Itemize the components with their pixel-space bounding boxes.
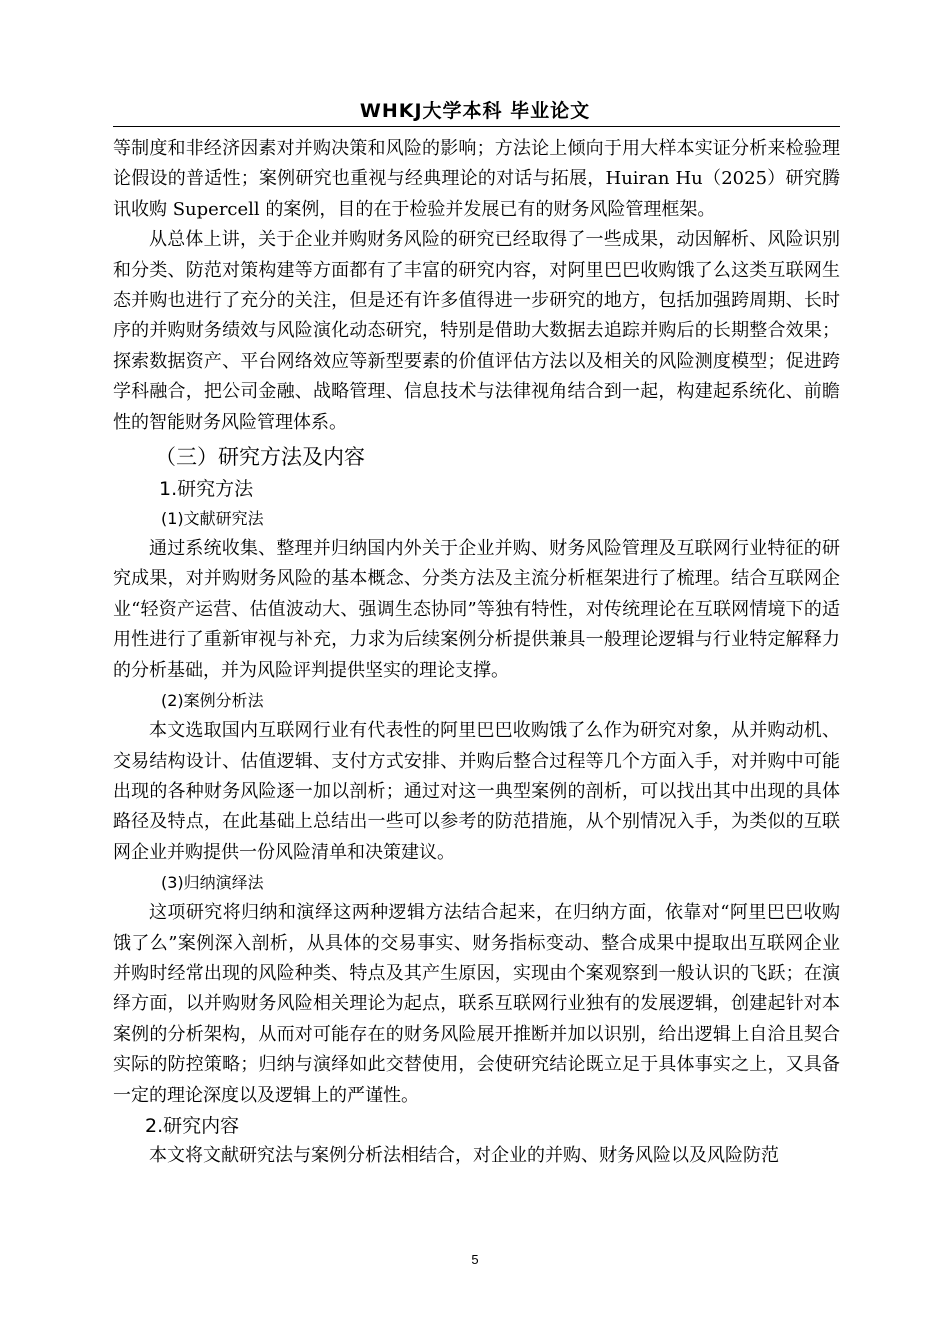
page-number: 5 <box>471 1252 479 1267</box>
case-method-heading: (2)案例分析法 <box>161 691 264 711</box>
methods-heading: 1.研究方法 <box>159 478 254 501</box>
header-rule <box>113 126 840 127</box>
induction-method-text: 这项研究将归纳和演绎这两种逻辑方法结合起来，在归纳方面，依靠对“阿里巴巴收购饿了么”案例深入剖析，从具体的交易事实、财务指标变动、整合成果中提取出互联网企业并购时经常出现的风险种类、特点及其产生原因，实现由个案观察到一般认识的飞跃；在演绎方面，以并购财务风险相关理论为起点，联系互联网行业独有的发展逻辑，创建起针对本案例的分析架构，从而对可能存在的财务风险展开推断并加以识别，给出逻辑上自洽且契合实际的防控策略；归纳与演绎如此交替使用，会使研究结论既立足于具体事实之上，又具备一定的理论深度以及逻辑上的严谨性。 <box>113 902 840 1106</box>
induction-method-heading: (3)归纳演绎法 <box>161 873 264 893</box>
literature-method-text: 通过系统收集、整理并归纳国内外关于企业并购、财务风险管理及互联网行业特征的研究成果，对并购财务风险的基本概念、分类方法及主流分析框架进行了梳理。结合互联网企业“轻资产运营、估值波动大、强调生态协同”等独有特性，对传统理论在互联网情境下的适用性进行了重新审视与补充，力求为后续案例分析提供兼具一般理论逻辑与行业特定解释力的分析基础，并为风险评判提供坚实的理论支撑。 <box>113 538 840 681</box>
content-text: 本文将文献研究法与案例分析法相结合，对企业的并购、财务风险以及风险防范 <box>149 1144 779 1166</box>
case-method-text: 本文选取国内互联网行业有代表性的阿里巴巴收购饿了么作为研究对象，从并购动机、交易结构设计、估值逻辑、支付方式安排、并购后整合过程等几个方面入手，对并购中可能出现的各种财务风险逐一加以剖析；通过对这一典型案例的剖析，可以找出其中出现的具体路径及特点，在此基础上总结出一些可以参考的防范措施，从个别情况入手，为类似的互联网企业并购提供一份风险清单和决策建议。 <box>113 720 840 863</box>
content-heading: 2.研究内容 <box>145 1114 240 1137</box>
section-heading: （三）研究方法及内容 <box>155 445 365 470</box>
page-header: WHKJ大学本科 毕业论文 <box>359 100 591 122</box>
paragraph-summary: 从总体上讲，关于企业并购财务风险的研究已经取得了一些成果，动因解析、风险识别和分类、防范对策构建等方面都有了丰富的研究内容，对阿里巴巴收购饿了么这类互联网生态并购也进行了充分的关注，但是还有许多值得进一步研究的地方，包括加强跨周期、长时序的并购财务绩效与风险演化动态研究，特别是借助大数据去追踪并购后的长期整合效果；探索数据资产、平台网络效应等新型要素的价值评估方法以及相关的风险测度模型；促进跨学科融合，把公司金融、战略管理、信息技术与法律视角结合到一起，构建起系统化、前瞻性的智能财务风险管理体系。 <box>113 229 840 433</box>
literature-method-heading: (1)文献研究法 <box>161 509 264 529</box>
body-text <box>113 134 840 1171</box>
paragraph-continued: 等制度和非经济因素对并购决策和风险的影响；方法论上倾向于用大样本实证分析来检验理论假设的普适性；案例研究也重视与经典理论的对话与拓展，Huiran Hu（2025）研究腾讯收购 Supercell 的案例，目的在于检验并发展已有的财务风险管理框架。 <box>113 138 840 220</box>
